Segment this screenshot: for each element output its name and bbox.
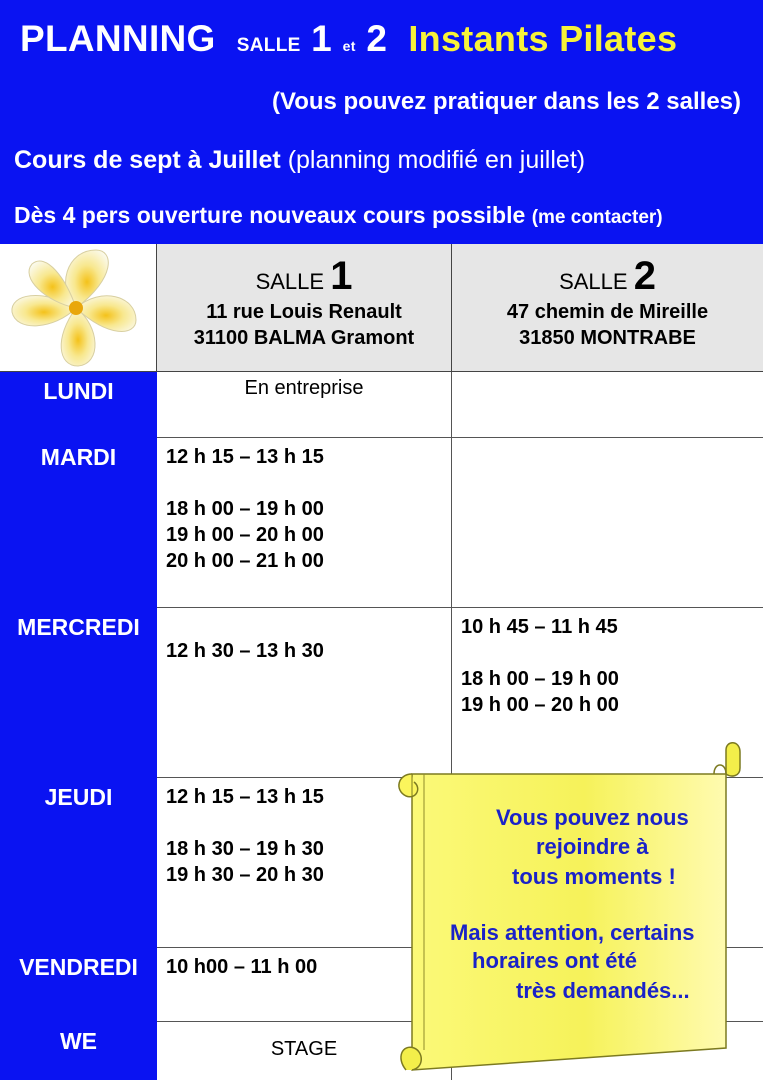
title-salle: SALLE <box>236 35 301 56</box>
lundi-salle2 <box>452 372 763 438</box>
note-line-5: horaires ont été <box>472 948 638 973</box>
brand-name: Instants Pilates <box>408 18 678 59</box>
page-title <box>20 18 677 60</box>
time-slot: 19 h 00 – 20 h 00 <box>461 694 619 716</box>
contact-note: (me contacter) <box>531 207 663 228</box>
note-line-4: Mais attention, certains <box>450 920 695 945</box>
title-num1: 1 <box>311 18 333 59</box>
salle1-number: 1 <box>330 254 353 298</box>
jeudi-salle1-times <box>166 784 324 888</box>
header-subtitle: (Vous pouvez pratiquer dans les 2 salles) <box>271 88 741 115</box>
mardi-salle1-times <box>166 444 324 574</box>
time-slot: 12 h 15 – 13 h 15 <box>166 786 324 808</box>
mardi-salle1 <box>157 438 452 608</box>
note-line-1: Vous pouvez nous <box>496 805 689 830</box>
salle2-address-line2: 31850 MONTRABE <box>519 327 696 349</box>
salle2-title <box>452 254 763 299</box>
note-line-6: très demandés... <box>516 978 690 1003</box>
time-slot: 18 h 00 – 19 h 00 <box>166 498 324 520</box>
time-slot: 20 h 00 – 21 h 00 <box>166 550 324 572</box>
time-slot: 10 h00 – 11 h 00 <box>166 956 318 978</box>
salle2-label: SALLE <box>559 269 628 294</box>
time-slot: 19 h 00 – 20 h 00 <box>166 524 324 546</box>
title-planning: PLANNING <box>20 18 216 59</box>
scroll-note <box>388 738 750 1073</box>
title-et: et <box>342 38 356 54</box>
day-we: WE <box>0 1022 157 1080</box>
time-slot: 10 h 45 – 11 h 45 <box>461 616 618 638</box>
note-line-3: tous moments ! <box>512 864 676 889</box>
mardi-salle2 <box>452 438 763 608</box>
salle1-label: SALLE <box>255 269 325 294</box>
logo-cell <box>0 244 157 372</box>
time-slot: 18 h 30 – 19 h 30 <box>166 838 324 860</box>
time-slot: 12 h 30 – 13 h 30 <box>166 640 324 662</box>
day-vendredi: VENDREDI <box>0 948 157 1022</box>
lundi-salle1-text: En entreprise <box>244 377 364 399</box>
new-course-info <box>14 202 663 229</box>
salle1-header <box>157 244 452 372</box>
salle1-address-line2: 31100 BALMA Gramont <box>193 327 415 349</box>
time-slot: 12 h 15 – 13 h 15 <box>166 446 324 468</box>
scroll-banner-icon <box>388 738 750 1073</box>
salle2-number: 2 <box>633 254 656 298</box>
new-course-main: Dès 4 pers ouverture nouveaux cours possible <box>14 202 526 228</box>
salle2-address-line1: 47 chemin de Mireille <box>506 301 709 323</box>
salle1-title <box>157 254 451 299</box>
season-bold: Cours de sept à Juillet <box>14 146 281 174</box>
salle1-address-line1: 11 rue Louis Renault <box>206 301 402 323</box>
note-line-2: rejoindre à <box>536 834 649 859</box>
lundi-salle1 <box>157 372 452 438</box>
season-note: (planning modifié en juillet) <box>287 146 586 174</box>
vendredi-salle1-times <box>166 954 317 980</box>
day-jeudi: JEUDI <box>0 778 157 948</box>
day-mercredi: MERCREDI <box>0 608 157 778</box>
we-salle1-text: STAGE <box>270 1038 338 1060</box>
time-slot: 18 h 00 – 19 h 00 <box>461 668 619 690</box>
day-lundi: LUNDI <box>0 372 157 438</box>
season-info <box>14 146 585 175</box>
salle2-header <box>452 244 763 372</box>
time-slot: 19 h 30 – 20 h 30 <box>166 864 324 886</box>
day-mardi: MARDI <box>0 438 157 608</box>
mercredi-salle1-times <box>166 638 324 664</box>
header-banner <box>0 0 763 244</box>
title-num2: 2 <box>366 18 388 59</box>
mercredi-salle2-times <box>461 614 619 718</box>
plumeria-flower-icon <box>0 244 156 371</box>
